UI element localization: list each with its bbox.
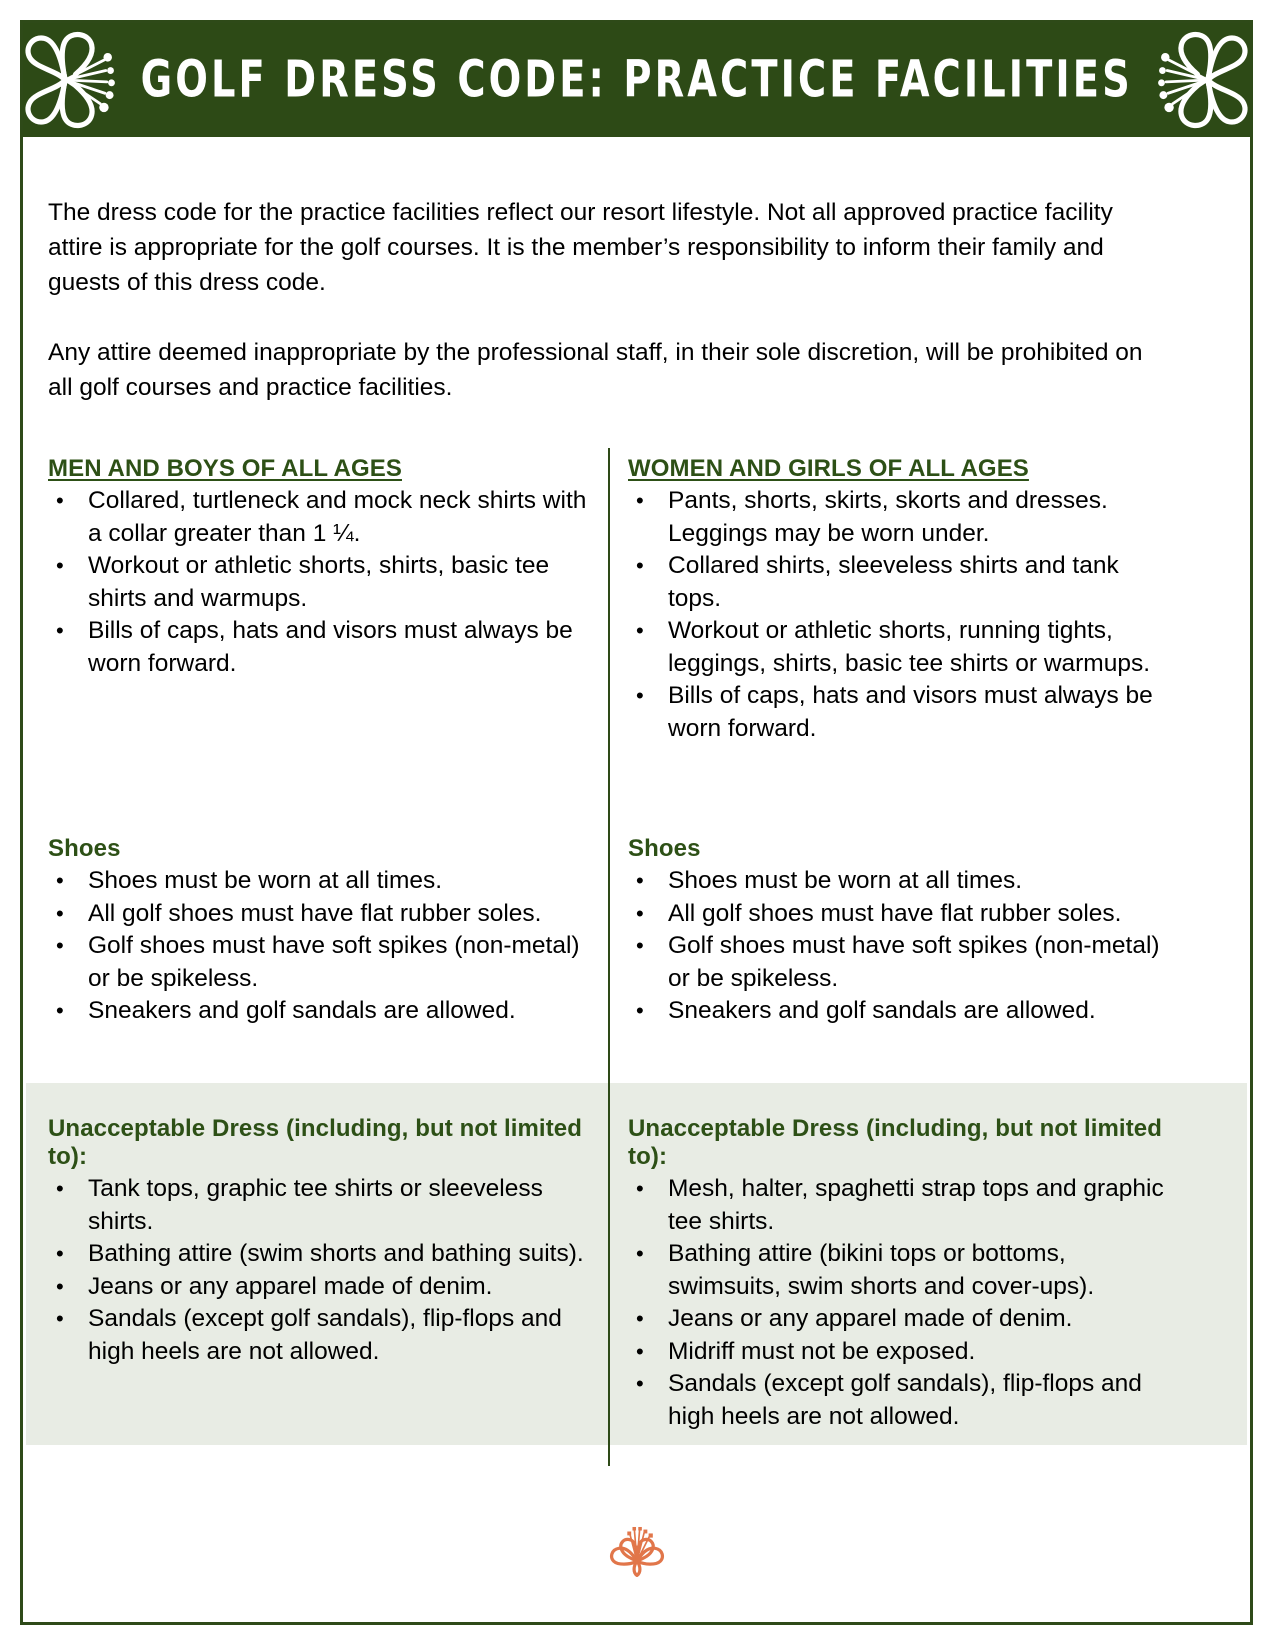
list-item: • Sneakers and golf sandals are allowed. bbox=[48, 995, 593, 1028]
list-item: • Jeans or any apparel made of denim. bbox=[628, 1303, 1178, 1336]
document-page bbox=[20, 20, 1253, 1625]
list-item: • Midriff must not be exposed. bbox=[628, 1336, 1178, 1369]
women-unacceptable-heading: Unacceptable Dress (including, but not limited to): bbox=[628, 1115, 1162, 1170]
page-header-banner bbox=[23, 23, 1250, 137]
list-item: • Workout or athletic shorts, shirts, basic tee shirts and warmups. bbox=[48, 550, 593, 615]
women-attire-list bbox=[628, 485, 1178, 745]
men-shoes-heading: Shoes bbox=[48, 835, 121, 862]
list-item: • Mesh, halter, spaghetti strap tops and graphic tee shirts. bbox=[628, 1173, 1178, 1238]
men-attire-list bbox=[48, 485, 593, 680]
intro-paragraph-1: The dress code for the practice facilities reflect our resort lifestyle. Not all approved practice facility attire is appropriate for the golf courses. It is the member’s responsibility to inform their family and guests of this dress code. bbox=[48, 199, 1113, 296]
page-title: GOLF DRESS CODE: PRACTICE FACILITIES bbox=[140, 50, 1133, 110]
document-body bbox=[23, 137, 1250, 1622]
list-item: • Sandals (except golf sandals), flip-flops and high heels are not allowed. bbox=[628, 1368, 1178, 1433]
list-item: • Shoes must be worn at all times. bbox=[628, 865, 1178, 898]
list-item: • All golf shoes must have flat rubber soles. bbox=[48, 898, 593, 931]
list-item: • Bathing attire (bikini tops or bottoms, swimsuits, swim shorts and cover-ups). bbox=[628, 1238, 1178, 1303]
list-item: • Sandals (except golf sandals), flip-flops and high heels are not allowed. bbox=[48, 1303, 593, 1368]
women-shoes-block bbox=[628, 835, 1178, 1028]
men-shoes-block bbox=[48, 835, 593, 1028]
intro-text bbox=[48, 195, 1168, 405]
list-item: • Golf shoes must have soft spikes (non-metal) or be spikeless. bbox=[48, 930, 593, 995]
column-divider bbox=[608, 448, 610, 1466]
women-and-girls-heading: WOMEN AND GIRLS OF ALL AGES bbox=[628, 455, 1029, 482]
women-shoes-heading: Shoes bbox=[628, 835, 701, 862]
women-unacceptable-block bbox=[628, 1115, 1178, 1433]
intro-paragraph-2: Any attire deemed inappropriate by the professional staff, in their sole discretion, will be prohibited on all golf courses and practice facilities. bbox=[48, 339, 1143, 401]
women-shoes-list bbox=[628, 865, 1178, 1028]
list-item: • Bathing attire (swim shorts and bathing suits). bbox=[48, 1238, 593, 1271]
list-item: • Bills of caps, hats and visors must always be worn forward. bbox=[48, 615, 593, 680]
men-and-boys-heading: MEN AND BOYS OF ALL AGES bbox=[48, 455, 402, 482]
list-item: • Jeans or any apparel made of denim. bbox=[48, 1271, 593, 1304]
list-item: • Collared, turtleneck and mock neck shirts with a collar greater than 1 ¼. bbox=[48, 485, 593, 550]
list-item: • Collared shirts, sleeveless shirts and tank tops. bbox=[628, 550, 1178, 615]
hibiscus-flower-icon-right bbox=[1157, 28, 1250, 132]
list-item: • Pants, shorts, skirts, skorts and dresses. Leggings may be worn under. bbox=[628, 485, 1178, 550]
hibiscus-flower-icon-left bbox=[23, 28, 116, 132]
list-item: • All golf shoes must have flat rubber soles. bbox=[628, 898, 1178, 931]
men-shoes-list bbox=[48, 865, 593, 1028]
men-attire-block bbox=[48, 455, 593, 680]
women-unacceptable-list bbox=[628, 1173, 1178, 1433]
men-unacceptable-heading: Unacceptable Dress (including, but not limited to): bbox=[48, 1115, 582, 1170]
list-item: • Golf shoes must have soft spikes (non-metal) or be spikeless. bbox=[628, 930, 1178, 995]
women-attire-block bbox=[628, 455, 1178, 745]
list-item: • Shoes must be worn at all times. bbox=[48, 865, 593, 898]
list-item: • Bills of caps, hats and visors must always be worn forward. bbox=[628, 680, 1178, 745]
hibiscus-flower-icon-footer bbox=[604, 1516, 670, 1578]
list-item: • Tank tops, graphic tee shirts or sleeveless shirts. bbox=[48, 1173, 593, 1238]
men-unacceptable-block bbox=[48, 1115, 593, 1368]
page-footer bbox=[23, 1516, 1250, 1578]
list-item: • Workout or athletic shorts, running tights, leggings, shirts, basic tee shirts or warmups. bbox=[628, 615, 1178, 680]
men-unacceptable-list bbox=[48, 1173, 593, 1368]
list-item: • Sneakers and golf sandals are allowed. bbox=[628, 995, 1178, 1028]
